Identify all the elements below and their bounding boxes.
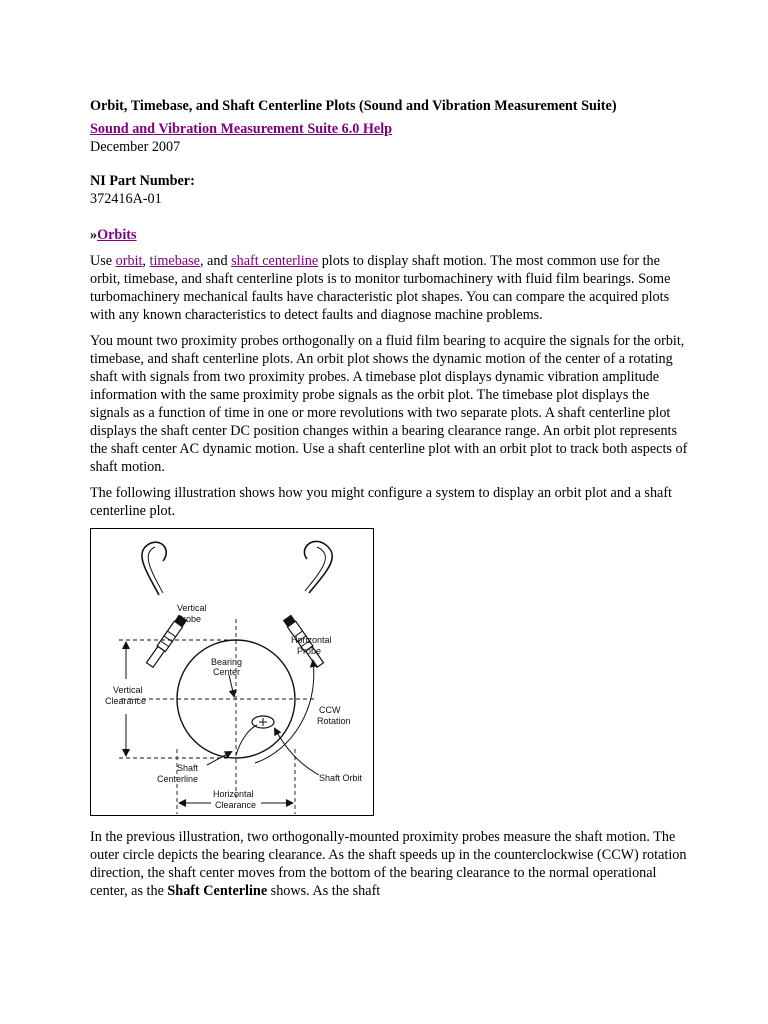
shaft-centerline-path	[236, 725, 257, 755]
section-prefix: »	[90, 227, 98, 243]
bearing-center-label-1: Bearing	[211, 657, 243, 667]
bearing-center-pointer	[229, 675, 234, 696]
horizontal-probe-cable	[304, 541, 332, 593]
vertical-clearance-label-2: Clearance	[105, 696, 147, 706]
sep-text-2: , and	[199, 253, 232, 269]
part-number-label: NI Part Number:	[90, 173, 195, 189]
explanation-paragraph	[90, 828, 690, 900]
part-number: 372416A-01	[90, 191, 162, 207]
explanation-before: In the previous illustration, two orthogonally-mounted proximity probes measure the shaft motion. The outer circle depicts the bearing clearance. As the shaft speeds up in the counterclockwise (CCW) rotation direction, the shaft center moves from the bottom of the bearing clearance to the normal operational center, as the	[90, 829, 687, 899]
shaft-centerline-label-1: Shaft	[177, 763, 199, 773]
orbits-link[interactable]: Orbits	[97, 227, 137, 243]
shaft-centerline-link[interactable]: shaft centerline	[231, 253, 319, 269]
vertical-probe-label-1: Vertical	[177, 603, 207, 613]
shaft-centerline-pointer	[207, 752, 231, 765]
explanation-after: shows. As the shaft	[267, 883, 381, 899]
orbit-system-illustration	[90, 528, 374, 816]
ccw-rotation-arrow	[255, 661, 314, 763]
section-heading	[90, 226, 690, 244]
document-page	[90, 96, 690, 900]
ccw-label-2: Rotation	[317, 716, 351, 726]
vertical-clearance-label-1: Vertical	[113, 685, 143, 695]
horizontal-clearance-label-1: Horizontal	[213, 789, 254, 799]
horizontal-probe-label-2: Probe	[297, 646, 322, 656]
bearing-center-label-2: Center	[213, 667, 241, 677]
use-text: Use	[90, 253, 116, 269]
orbit-link[interactable]: orbit	[115, 253, 143, 269]
intro-rest: plots to display shaft motion. The most common use for the orbit, timebase, and shaft centerline plots is to monitor turbomachinery with fluid film bearings. Some turbomachinery mechanical faults have characteristic plot shapes. You can compare the acquired plots with any known characteristics to detect faults and diagnose machine problems.	[90, 253, 671, 323]
page-title: Orbit, Timebase, and Shaft Centerline Plots (Sound and Vibration Measurement Suite)	[90, 98, 617, 114]
horizontal-clearance-label-2: Clearance	[215, 800, 257, 810]
vertical-probe-cable-2	[148, 547, 163, 593]
vertical-probe-cable	[142, 542, 166, 595]
illustration-svg	[91, 529, 375, 817]
probes-paragraph: You mount two proximity probes orthogonally on a fluid film bearing to acquire the signals for the orbit, timebase, and shaft centerline plots. An orbit plot shows the dynamic motion of the center of a rotating shaft with signals from two proximity probes. A timebase plot displays dynamic vibration amplitude information with the same proximity probe signals as the orbit plot. The timebase plot displays the signals as a function of time in one or more revolutions with two separate plots. A shaft centerline plot displays the shaft center DC position changes within a bearing clearance range. An orbit plot represents the shaft center AC dynamic motion. Use a shaft centerline plot with an orbit plot to track both aspects of shaft motion.	[90, 333, 688, 475]
horizontal-probe-label-1: Horizontal	[291, 635, 332, 645]
shaft-orbit-label: Shaft Orbit	[319, 773, 363, 783]
intro-paragraph	[90, 252, 690, 324]
doc-date: December 2007	[90, 139, 181, 155]
vertical-probe-label-2: Probe	[177, 614, 202, 624]
help-link[interactable]: Sound and Vibration Measurement Suite 6.0 Help	[90, 121, 393, 137]
sep-text-1: ,	[142, 253, 150, 269]
ccw-label-1: CCW	[319, 705, 341, 715]
explanation-bold: Shaft Centerline	[167, 883, 268, 899]
timebase-link[interactable]: timebase	[149, 253, 200, 269]
illustration-intro: The following illustration shows how you might configure a system to display an orbit plot and a shaft centerline plot.	[90, 485, 672, 519]
shaft-centerline-label-2: Centerline	[157, 774, 199, 784]
